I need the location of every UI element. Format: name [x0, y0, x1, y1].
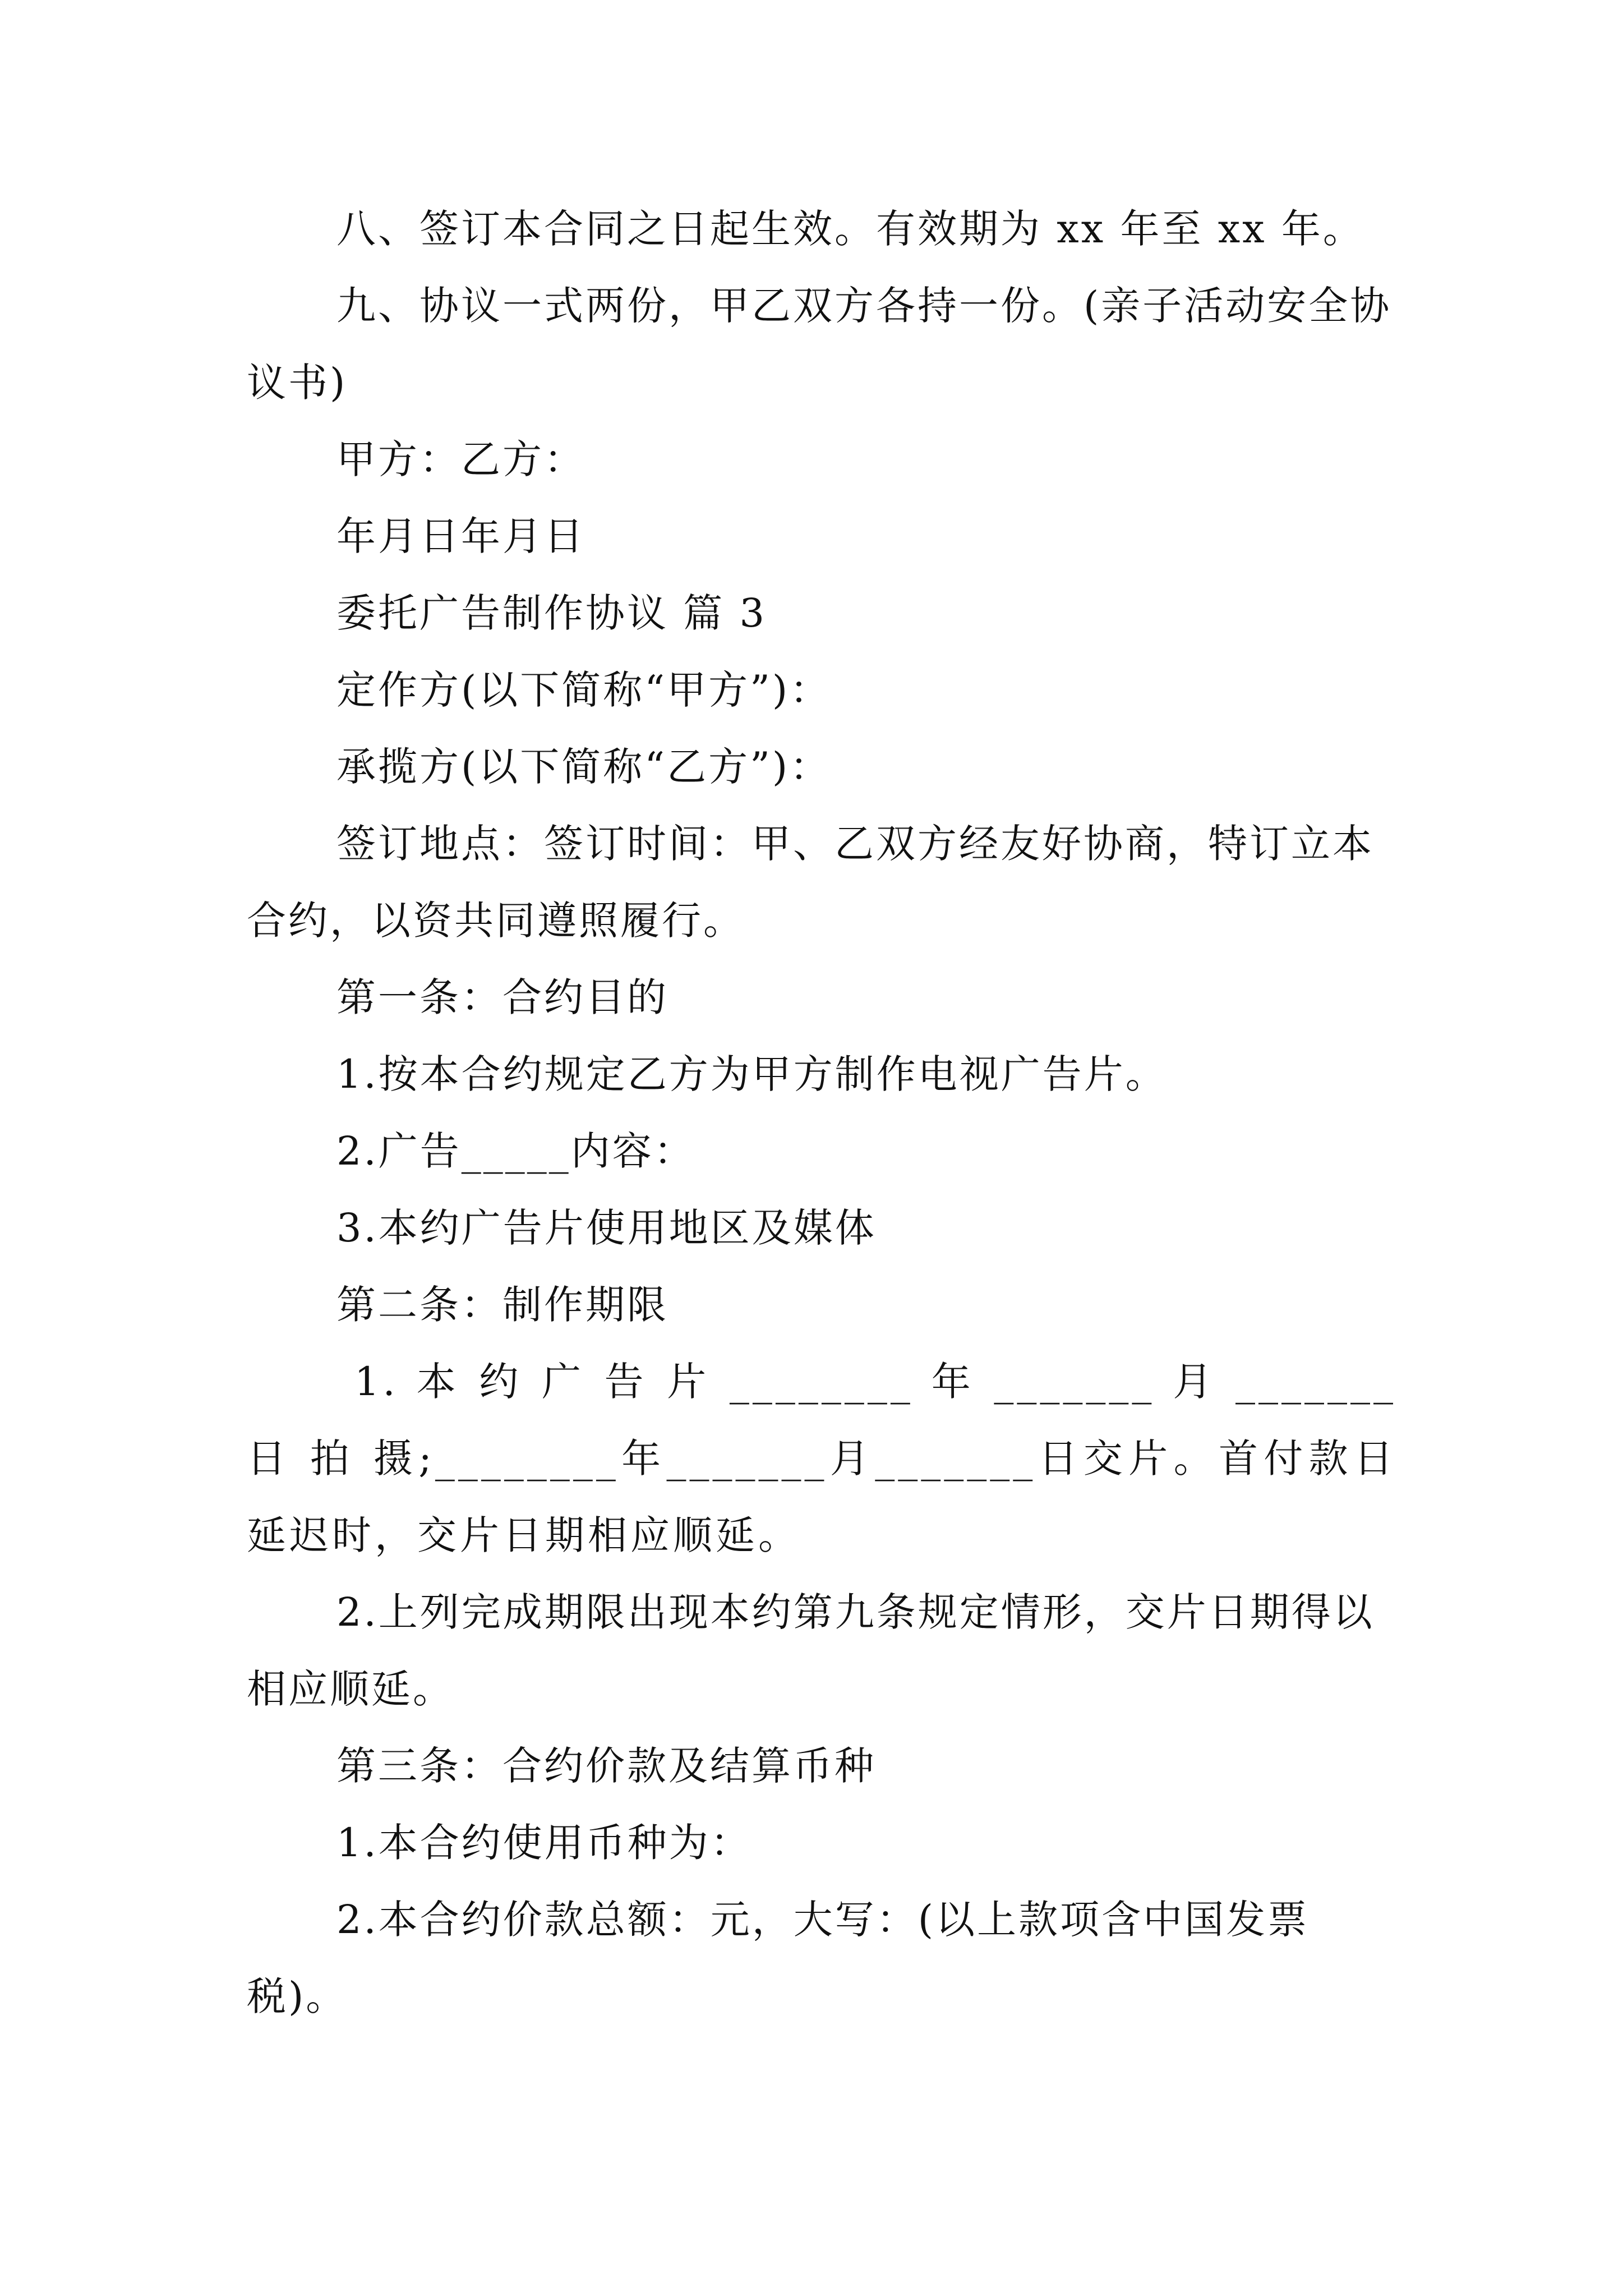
article-3-item-2: 2.本合约价款总额：元，大写：(以上款项含中国发票税)。: [247, 1897, 1310, 2019]
article-1-item-1: 1.按本合约规定乙方为甲方制作电视广告片。: [336, 1051, 1167, 1097]
article-2-item-2: 2.上列完成期限出现本约第九条规定情形，交片日期得以相应顺延。: [247, 1589, 1375, 1712]
paragraph-party-b: 承揽方(以下简称“乙方”)：: [336, 744, 832, 790]
paragraph-signature-parties: 甲方：乙方：: [336, 436, 585, 482]
article-3-item-1: 1.本合约使用币种为：: [336, 1820, 752, 1866]
article-2-item-1: 1. 本 约 广 告 片 ________ 年 _______ 月 _______ 日 拍 摄;________年_______月_______日交片。首付款日延迟时，交片日期相应顺延。: [247, 1359, 1413, 1558]
article-1-item-3: 3.本约广告片使用地区及媒体: [336, 1205, 877, 1251]
paragraph-clause-8: 八、签订本合同之日起生效。有效期为 xx 年至 xx 年。: [336, 206, 1364, 252]
article-1-item-2: 2.广告_____内容：: [336, 1128, 695, 1174]
paragraph-clause-9: 九、协议一式两份，甲乙双方各持一份。(亲子活动安全协议书): [247, 283, 1392, 406]
paragraph-party-a: 定作方(以下简称“甲方”)：: [336, 667, 832, 713]
section-title: 委托广告制作协议 篇 3: [336, 590, 767, 636]
paragraph-signature-dates: 年月日年月日: [336, 513, 585, 559]
paragraph-signing-info: 签订地点：签订时间：甲、乙双方经友好协商，特订立本合约，以资共同遵照履行。: [247, 821, 1374, 944]
article-1-heading: 第一条：合约目的: [336, 974, 668, 1020]
article-2-heading: 第二条：制作期限: [336, 1282, 668, 1328]
article-3-heading: 第三条：合约价款及结算币种: [336, 1743, 876, 1789]
document-body: [247, 191, 1413, 2035]
